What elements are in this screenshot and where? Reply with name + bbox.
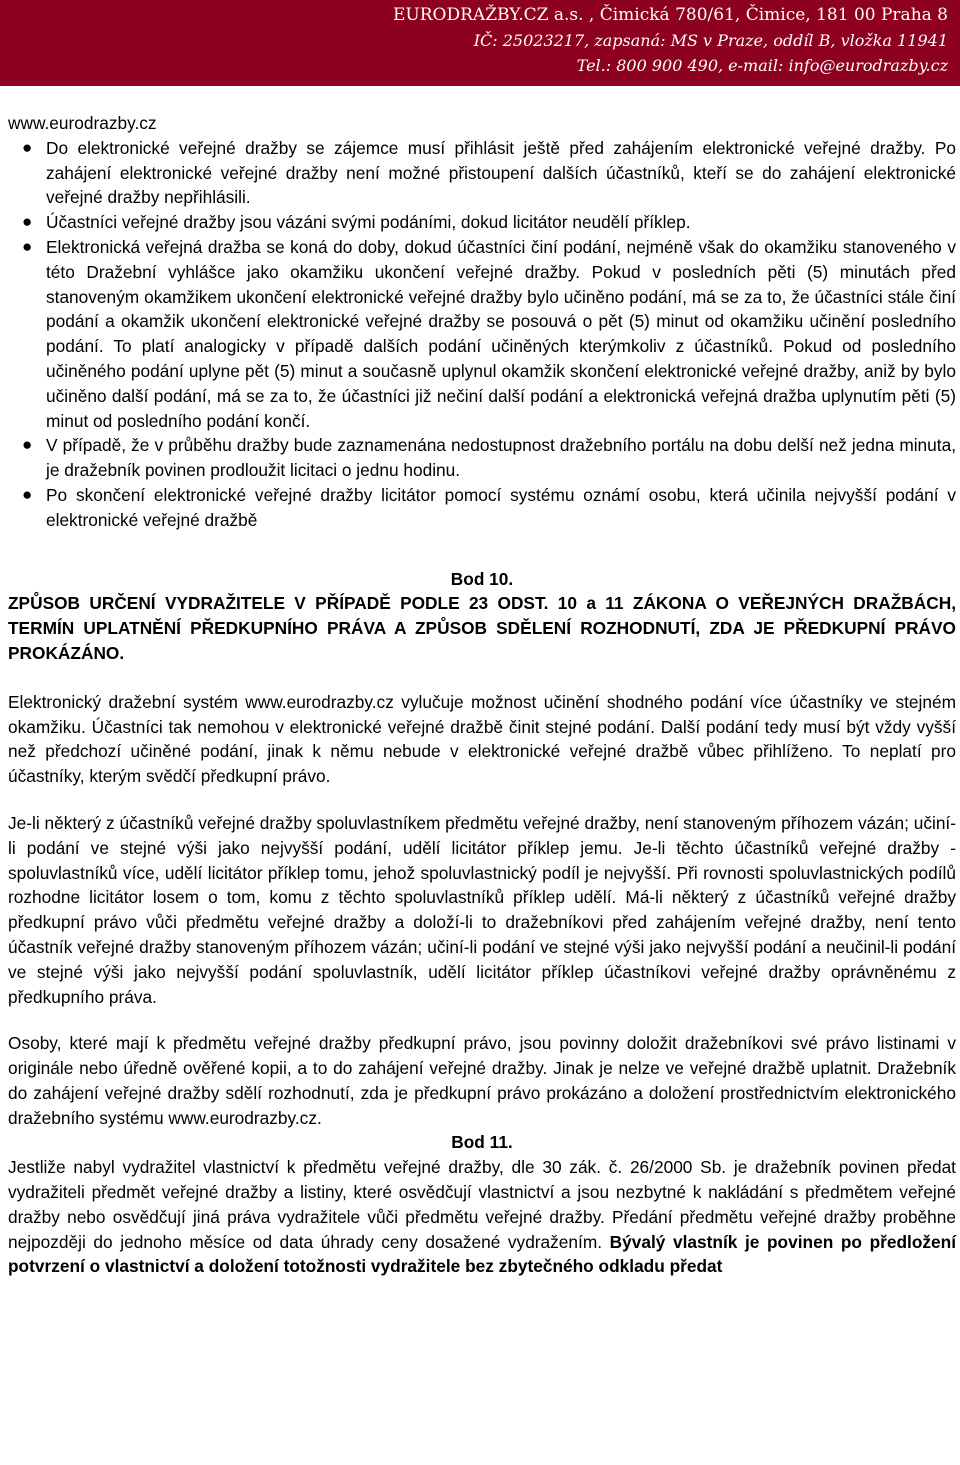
website-link[interactable]: www.eurodrazby.cz <box>8 113 157 133</box>
section-title-bod-11: Bod 11. <box>451 1132 513 1153</box>
list-item: ● Po skončení elektronické veřejné dražby licitátor pomocí systému oznámí osobu, která učinila nejvyšší podání v elektronické veřejné dražbě <box>22 484 956 530</box>
auction-rules-list <box>8 136 956 533</box>
bullet-icon: ● <box>22 137 33 157</box>
letterhead <box>0 0 960 86</box>
bold-text: Bývalý vlastník je povinen po předložení potvrzení o vlastnictví a doložení totožnosti vydražitele bez zbytečného odkladu předat <box>8 1231 957 1277</box>
bullet-icon: ● <box>22 484 33 504</box>
document-body <box>8 111 956 1279</box>
paragraph: Osoby, které mají k předmětu veřejné dražby předkupní právo, jsou povinny doložit dražebníkovi své právo listinami v originále nebo úředně ověřené kopii, a to do zahájení veřejné dražby. Jinak je nelze ve veřejné dražbě uplatnit. Dražebník do zahájení veřejné dražby sdělí rozhodnutí, zda je předkupní právo prokázáno a doložení prostřednictvím elektronického dražebního systému www.eurodrazby.cz. <box>8 1033 956 1128</box>
letterhead-company: EURODRAŽBY.CZ a.s. , Čimická 780/61, Čimice, 181 00 Praha 8 <box>393 5 948 25</box>
letterhead-contact: Tel.: 800 900 490, e-mail: info@eurodrazby.cz <box>576 56 948 75</box>
bullet-icon: ● <box>22 212 33 232</box>
paragraph: Elektronický dražební systém www.eurodrazby.cz vylučuje možnost učinění shodného podání více účastníky ve stejném okamžiku. Účastníci tak nemohou v elektronické veřejné dražbě činit stejné podání. Další podání tedy musí být vždy vyšší než předchozí učiněné podání, jinak k němu nebude v elektronické veřejné dražbě vůbec přihlíženo. To neplatí pro účastníky, kterým svědčí předkupní právo. <box>8 691 956 787</box>
letterhead-registration: IČ: 25023217, zapsaná: MS v Praze, oddíl B, vložka 11941 <box>473 31 948 50</box>
section-title-bod-10: Bod 10. <box>450 568 514 589</box>
list-item: ● Účastníci veřejné dražby jsou vázáni svými podáními, dokud licitátor neudělí příklep. <box>8 210 956 235</box>
section-heading: ZPŮSOB URČENÍ VYDRAŽITELE V PŘÍPADĚ PODLE 23 ODST. 10 a 11 ZÁKONA O VEŘEJNÝCH DRAŽBÁCH, TERMÍN UPLATNĚNÍ PŘEDKUPNÍHO PRÁVA A ZPŮSOB SDĚLENÍ ROZHODNUTÍ, ZDA JE PŘEDKUPNÍ PRÁVO PROKÁZÁNO. <box>8 593 956 663</box>
paragraph: Jestliže nabyl vydražitel vlastnictví k předmětu veřejné dražby, dle 30 zák. č. 26/2000 Sb. je dražebník povinen předat vydražiteli předmět veřejné dražby a listiny, které osvědčují vlastnictví a jsou nezbytné k nakládání s předmětem veřejné dražby nebo osvědčují jiná práva vydražitele vůči předmětu veřejné dražby. Předání předmětu veřejné dražby proběhne nejpozději do jednoho měsíce od data úhrady ceny dosažené vydražením. Bývalý vlastník je povinen po předložení potvrzení o vlastnictví a doložení totožnosti vydražitele bez zbytečného odkladu předat <box>8 1157 957 1277</box>
list-item: ● Elektronická veřejná dražba se koná do doby, dokud účastníci činí podání, nejméně však do okamžiku stanoveného v této Dražební vyhlášce jako okamžiku ukončení veřejné dražby. Pokud v posledních pěti (5) minutách před stanoveným okamžikem ukončení elektronické veřejné dražby bylo učiněno podání, má se za to, že účastníci stále činí podání a okamžik ukončení elektronické veřejné dražby se posouvá o pět (5) minut od okamžiku učinění posledního podání. To platí analogicky v případě dalších podání učiněných kterýmkoliv z účastníků. Pokud od posledního učiněného podání uplyne pět (5) minut a současně uplynul okamžik skončení elektronické veřejné dražby, aniž by bylo učiněno další podání, má se za to, že účastníci již nečiní další podání a elektronická veřejná dražba uplynutím pěti (5) minut od posledního podání končí. <box>22 236 956 431</box>
list-item: ● Do elektronické veřejné dražby se zájemce musí přihlásit ještě před zahájením elektronické veřejné dražby. Po zahájení elektronické veřejné dražby není možné přistoupení dalších účastníků, kteří se do zahájení elektronické veřejné dražby nepřihlásili. <box>22 137 956 208</box>
bullet-icon: ● <box>22 435 33 455</box>
list-item: ● V případě, že v průběhu dražby bude zaznamenána nedostupnost dražebního portálu na dobu delší než jedna minuta, je dražebník povinen prodloužit licitaci o jednu hodinu. <box>22 435 956 481</box>
paragraph: Je-li některý z účastníků veřejné dražby spoluvlastníkem předmětu veřejné dražby, není stanoveným příhozem vázán; učiní-li podání ve stejné výši jako nejvyšší podání, udělí licitátor příklep jemu. Je-li těchto účastníků veřejné dražby - spoluvlastníků více, udělí licitátor příklep tomu, jehož spoluvlastnický podíl je nejvyšší. Při rovnosti spoluvlastnických podílů rozhodne licitátor losem o tom, komu z těchto spoluvlastníků příklep udělí. Má-li některý z účastníků veřejné dražby předkupní právo vůči předmětu veřejné dražby a doloží-li to dražebníkovi před zahájením veřejné dražby, není tento účastník veřejné dražby stanoveným příhozem vázán; učiní-li podání ve stejné výši jako nejvyšší podání a neučinil-li podání ve stejné výši jako nejvyšší podání spoluvlastník, udělí licitátor příklep účastníkovi veřejné dražby oprávněnému z předkupního práva. <box>8 812 956 1007</box>
bullet-icon: ● <box>22 236 33 256</box>
